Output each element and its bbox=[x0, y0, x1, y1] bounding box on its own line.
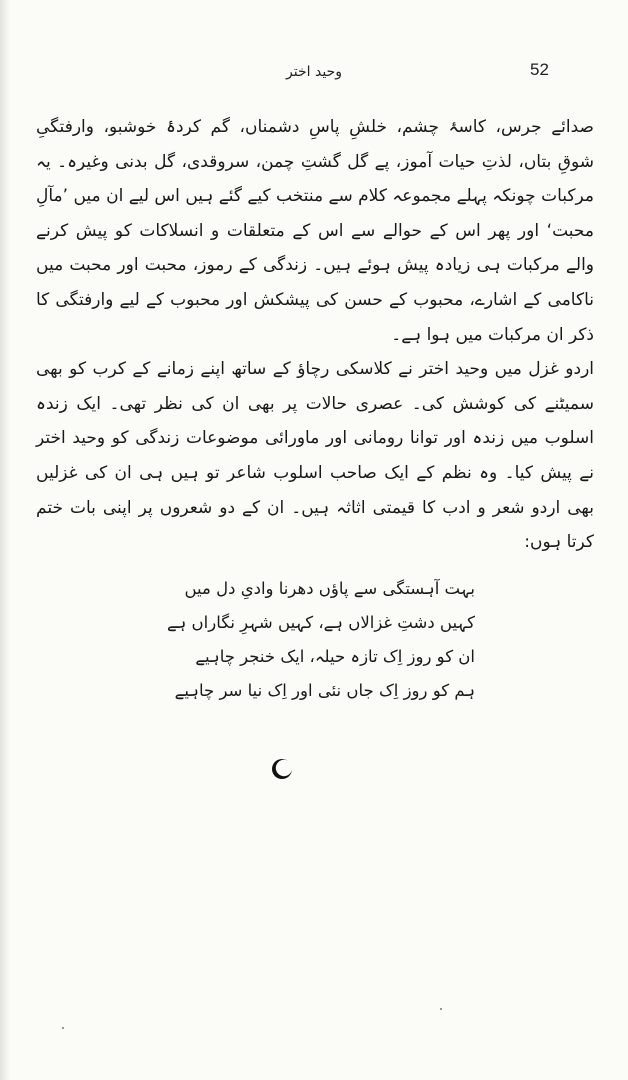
paper-speck bbox=[62, 1027, 64, 1029]
verse-line-2: کہیں دشتِ غزالاں ہے، کہیں شہرِ نگاراں ہے bbox=[166, 613, 475, 632]
running-head: وحید اختر bbox=[286, 64, 342, 80]
page-number: 52 bbox=[530, 60, 549, 79]
paragraph-1: صدائے جرس، کاسۂ چشم، خلشِ پاسِ دشمناں، گم کردۂ خوشبو، وارفتگیِ شوقِ بتاں، لذتِ حیات آموز، پے گل گشتِ چمن، سروقدی، گل بدنی وغیرہ۔ یہ مرکبات چونکہ پہلے مجموعہ کلام سے منتخب کیے گئے ہیں اس لیے ان میں ’مآلِ محبت‘ اور پھر اس کے حوالے سے اس کے متعلقات و انسلاکات کو پیش کرنے والے مرکبات ہی زیادہ پیش ہوئے ہیں۔ زندگی کے رموز، محبت اور محبت میں ناکامی کے اشارے، محبوب کے حسن کی پیشکش اور محبوب کے لیے وارفتگی کا ذکر ان مرکبات میں ہوا ہے۔ bbox=[36, 117, 594, 345]
quoted-couplets bbox=[155, 572, 475, 708]
verse-line-3: ان کو روز اِک تازہ حیلہ، ایک خنجر چاہیے bbox=[195, 647, 475, 666]
verse-line-1: بہت آہستگی سے پاؤں دھرنا وادیِ دل میں bbox=[184, 579, 475, 598]
end-of-section-crescent-icon bbox=[270, 757, 294, 781]
page-edge-shadow bbox=[0, 0, 10, 1080]
body-text bbox=[36, 110, 594, 560]
paper-speck bbox=[440, 1008, 442, 1010]
paragraph-2: اردو غزل میں وحید اختر نے کلاسکی رچاؤ کے ساتھ اپنے زمانے کے کرب کو بھی سمیٹنے کی کوشش کی۔ عصری حالات پر بھی ان کی نظر تھی۔ ایک زندہ اسلوب میں زندہ اور توانا رومانی اور ماورائی موضوعات زندگی کو وحید اختر نے پیش کیا۔ وہ نظم کے ایک صاحب اسلوب شاعر تو ہیں ہی ان کی غزلیں بھی اردو شعر و ادب کا قیمتی اثاثہ ہیں۔ ان کے دو شعروں پر اپنی بات ختم کرتا ہوں: bbox=[36, 359, 594, 553]
verse-line-4: ہم کو روز اِک جاں نئی اور اِک نیا سر چاہیے bbox=[174, 681, 475, 700]
